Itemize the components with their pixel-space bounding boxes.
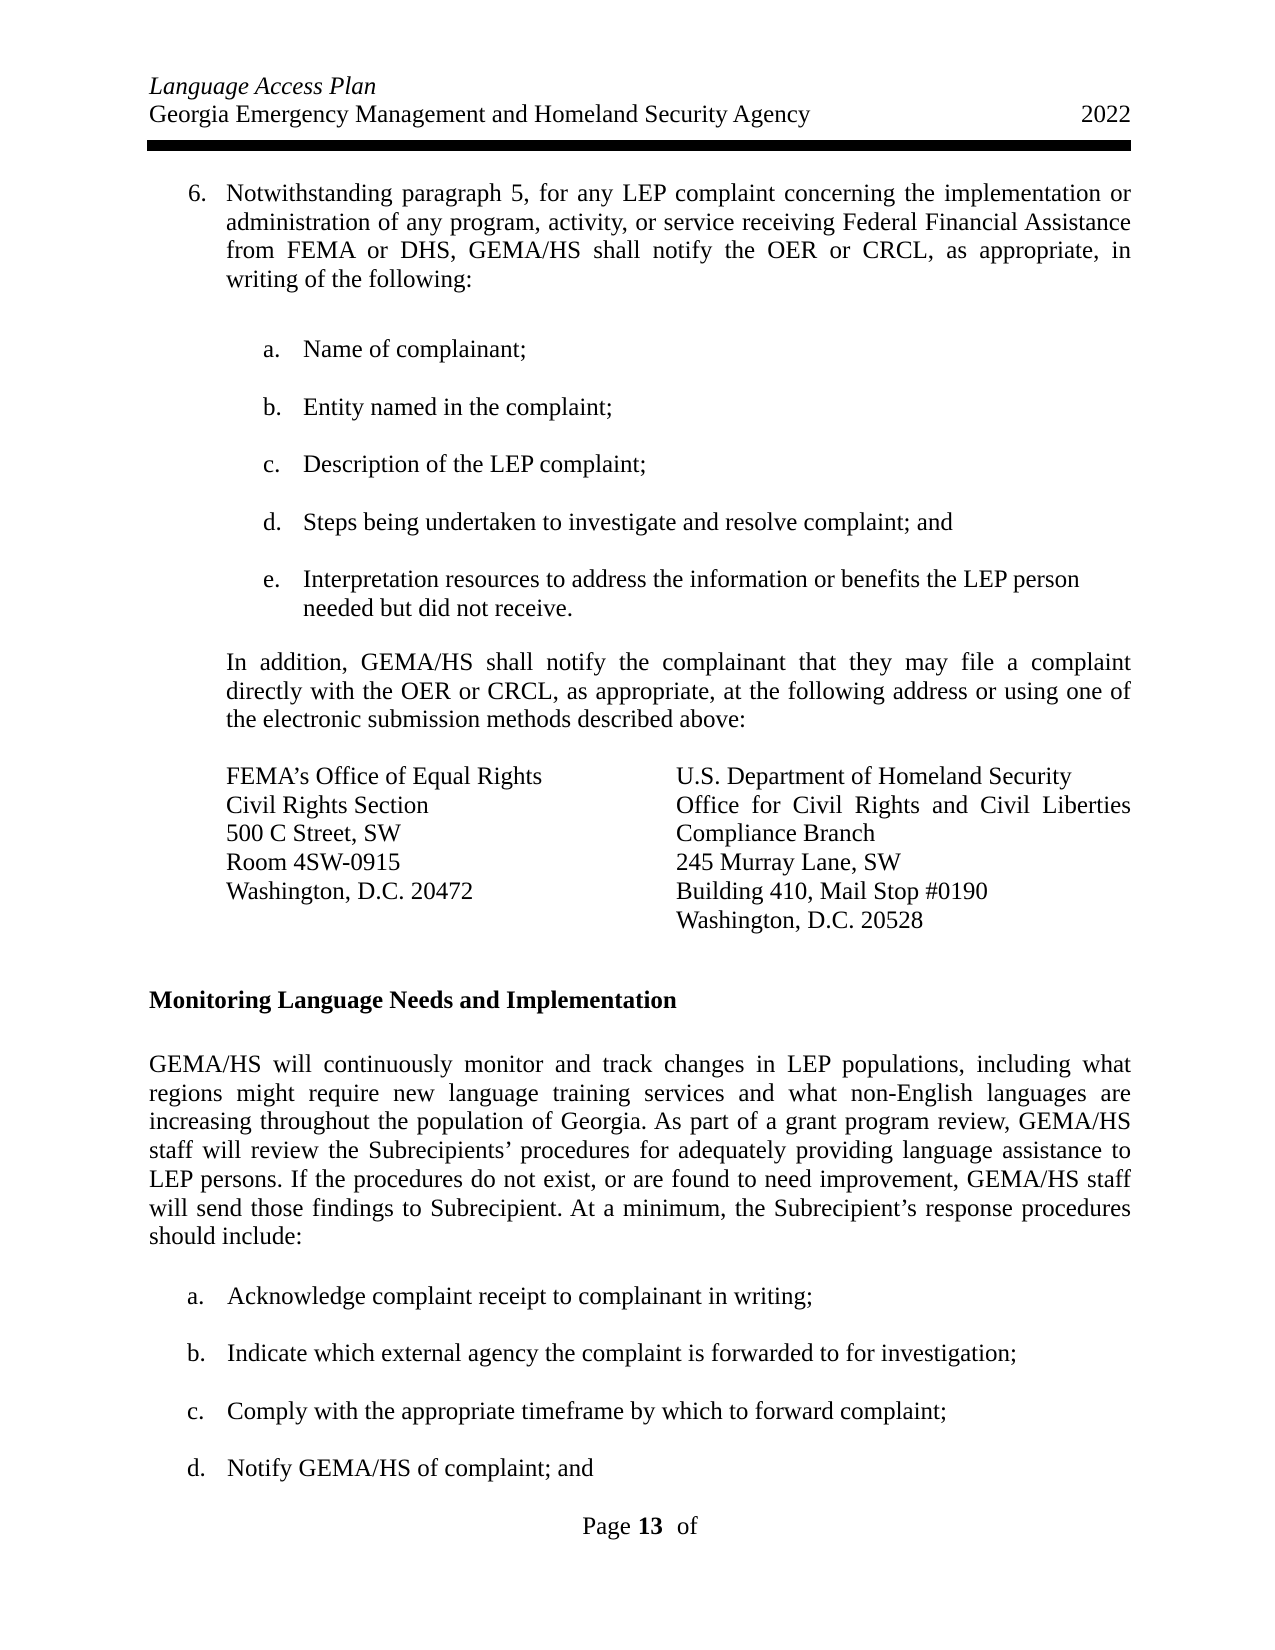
list-item-text: Comply with the appropriate timeframe by which to forward complaint; — [227, 1398, 947, 1425]
list-item-text: Description of the LEP complaint; — [303, 451, 647, 478]
list-item-text: Acknowledge complaint receipt to complainant in writing; — [227, 1283, 813, 1310]
response-procedure-item — [149, 1283, 1131, 1312]
complaint-notification-paragraph — [149, 180, 1131, 295]
address-line: 245 Murray Lane, SW — [676, 849, 901, 877]
address-line: FEMA’s Office of Equal Rights — [226, 763, 543, 790]
fema-address — [226, 763, 542, 907]
address-line: U.S. Department of Homeland Security — [676, 763, 1072, 790]
complaint-detail-item — [149, 566, 1131, 623]
addendum-paragraph — [149, 649, 1131, 735]
list-item-text: Notify GEMA/HS of complaint; and — [227, 1455, 594, 1482]
list-marker: b. — [187, 1340, 206, 1367]
header-rule — [147, 140, 1131, 151]
address-line: Room 4SW-0915 — [226, 849, 401, 877]
response-procedure-item — [149, 1398, 1131, 1427]
paragraph-text: In addition, GEMA/HS shall notify the complainant that they may file a complaint directly with the OER or CRCL, as appropriate, at the following address or using one of the electronic submission methods described above: — [226, 649, 1131, 734]
address-line: Office for Civil Rights and Civil Liberties — [676, 791, 1131, 819]
list-item-text: Indicate which external agency the complaint is forwarded to for investigation; — [227, 1340, 1018, 1367]
list-marker: d. — [263, 509, 282, 536]
monitoring-heading: Monitoring Language Needs and Implementation — [149, 987, 677, 1014]
dhs-address — [676, 763, 1131, 935]
paragraph-text: Notwithstanding paragraph 5, for any LEP complaint concerning the implementation or administration of any program, activity, or service receiving Federal Financial Assistance from FEMA or DHS, GEMA/HS shall notify the OER or CRCL, as appropriate, in writing of the following: — [226, 180, 1131, 294]
address-line: 500 C Street, SW — [226, 820, 401, 848]
complaint-detail-item — [149, 509, 1131, 538]
list-marker: c. — [263, 451, 281, 478]
address-line: Building 410, Mail Stop #0190 — [676, 877, 988, 905]
page-footer-suffix: of — [676, 1513, 698, 1540]
complaint-detail-item — [149, 336, 1131, 365]
list-item-text: Steps being undertaken to investigate and resolve complaint; and — [303, 509, 953, 536]
list-marker: e. — [263, 566, 281, 593]
list-marker: a. — [187, 1283, 205, 1310]
agency-line — [149, 101, 1131, 129]
complaint-detail-item — [149, 394, 1131, 423]
monitoring-paragraph: GEMA/HS will continuously monitor and track changes in LEP populations, including what regions might require new language training services and what non-English languages are increasing throughout the population of Georgia. As part of a grant program review, GEMA/HS staff will review the Subrecipients’ procedures for adequately providing language assistance to LEP persons. If the procedures do not exist, or are found to need improvement, GEMA/HS staff will send those findings to Subrecipient. At a minimum, the Subrecipient’s response procedures should include: — [149, 1051, 1131, 1251]
year-label: 2022 — [1081, 100, 1131, 128]
address-line: Washington, D.C. 20472 — [226, 877, 474, 905]
response-procedure-item — [149, 1340, 1131, 1369]
list-marker: a. — [263, 336, 281, 363]
address-columns — [149, 763, 1131, 943]
list-number: 6. — [188, 180, 207, 207]
list-marker: d. — [187, 1455, 206, 1482]
address-line: Washington, D.C. 20528 — [676, 906, 924, 934]
agency-name: Georgia Emergency Management and Homeland Security Agency — [149, 100, 811, 128]
document-header — [149, 73, 1131, 128]
address-line: Compliance Branch — [676, 820, 876, 848]
list-marker: c. — [187, 1398, 205, 1425]
response-procedure-item — [149, 1455, 1131, 1484]
list-item-text: Name of complainant; — [303, 336, 527, 363]
page-number: 13 — [637, 1513, 663, 1540]
page-footer — [149, 1513, 1131, 1542]
list-item-text: Interpretation resources to address the information or benefits the LEP person needed but did not receive. — [303, 566, 1080, 622]
complaint-detail-item — [149, 451, 1131, 480]
list-item-text: Entity named in the complaint; — [303, 394, 613, 421]
address-line: Civil Rights Section — [226, 791, 429, 819]
page-footer-prefix: Page — [582, 1513, 631, 1540]
list-marker: b. — [263, 394, 282, 421]
document-title: Language Access Plan — [149, 73, 377, 100]
